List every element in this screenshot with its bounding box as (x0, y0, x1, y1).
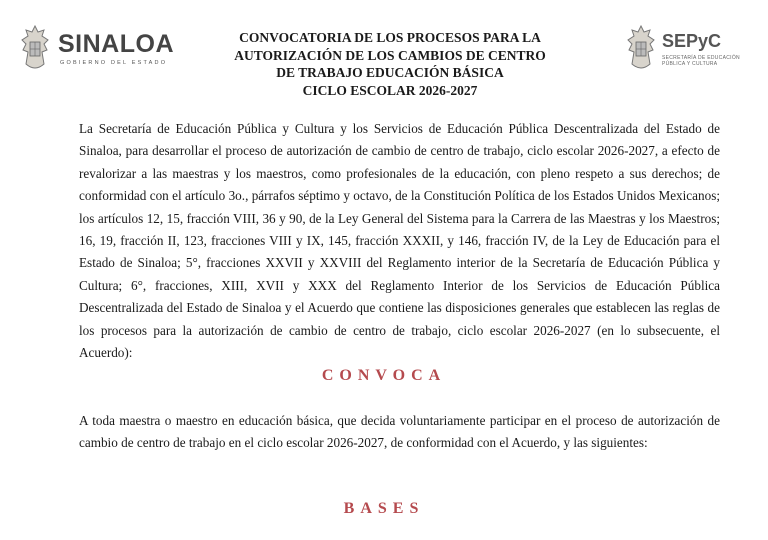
sepyc-brand: SEPyC (662, 31, 722, 51)
sepyc-subtitle: SECRETARÍA DE EDUCACIÓN PÚBLICA Y CULTURA (662, 55, 740, 67)
sinaloa-brand: SINALOA (58, 30, 174, 58)
sinaloa-subtitle: GOBIERNO DEL ESTADO (60, 60, 168, 66)
sepyc-logo (626, 24, 756, 74)
title-line: AUTORIZACIÓN DE LOS CAMBIOS DE CENTRO (234, 47, 546, 63)
state-coat-of-arms-icon (626, 24, 656, 74)
title-line: DE TRABAJO EDUCACIÓN BÁSICA (276, 65, 504, 80)
invitation-paragraph: A toda maestra o maestro en educación básica, que decida voluntariamente participar en el proceso de autorización de cambio de centro de trabajo en el ciclo escolar 2026-2027, de conformidad con el Acuerdo, y las siguientes: (79, 413, 720, 451)
intro-paragraph: La Secretaría de Educación Pública y Cultura y los Servicios de Educación Pública Descentralizada del Estado de Sinaloa, para desarrollar el proceso de autorización de cambio de centro de trabajo, ciclo escolar 2026-2027, a efecto de revalorizar a las maestras y los maestros, como profesionales de la educación, con pleno respeto a sus derechos; de conformidad con el artículo 3o., párrafos séptimo y octavo, de la Constitución Política de los Estados Unidos Mexicanos; los artículos 12, 15, fracción VIII, 36 y 90, de la Ley General del Sistema para la Carrera de las Maestras y los Maestros; 16, 19, fracción II, 123, fracciones VIII y IX, 145, fracción XXXII, y 146, fracción IV, de la Ley de Educación para el Estado de Sinaloa; 5°, fracciones XXVII y XXVIII del Reglamento interior de la Secretaría de Educación Pública y Cultura; 6°, fracciones, XIII, XVII y XXX del Reglamento Interior de los Servicios de Educación Pública Descentralizada del Estado de Sinaloa y el Acuerdo que contiene las disposiciones generales que establecen las reglas de los procesos para la autorización de cambio de centro de trabajo, ciclo escolar 2026-2027 (en lo subsecuente, el Acuerdo): (79, 121, 720, 361)
title-line: CONVOCATORIA DE LOS PROCESOS PARA LA (239, 30, 541, 45)
convoca-heading: CONVOCA (321, 367, 447, 384)
bases-heading: BASES (343, 500, 425, 517)
state-coat-of-arms-icon (20, 24, 50, 74)
document-title (210, 29, 570, 99)
title-line: CICLO ESCOLAR 2026-2027 (302, 82, 478, 98)
sinaloa-logo (20, 24, 190, 74)
